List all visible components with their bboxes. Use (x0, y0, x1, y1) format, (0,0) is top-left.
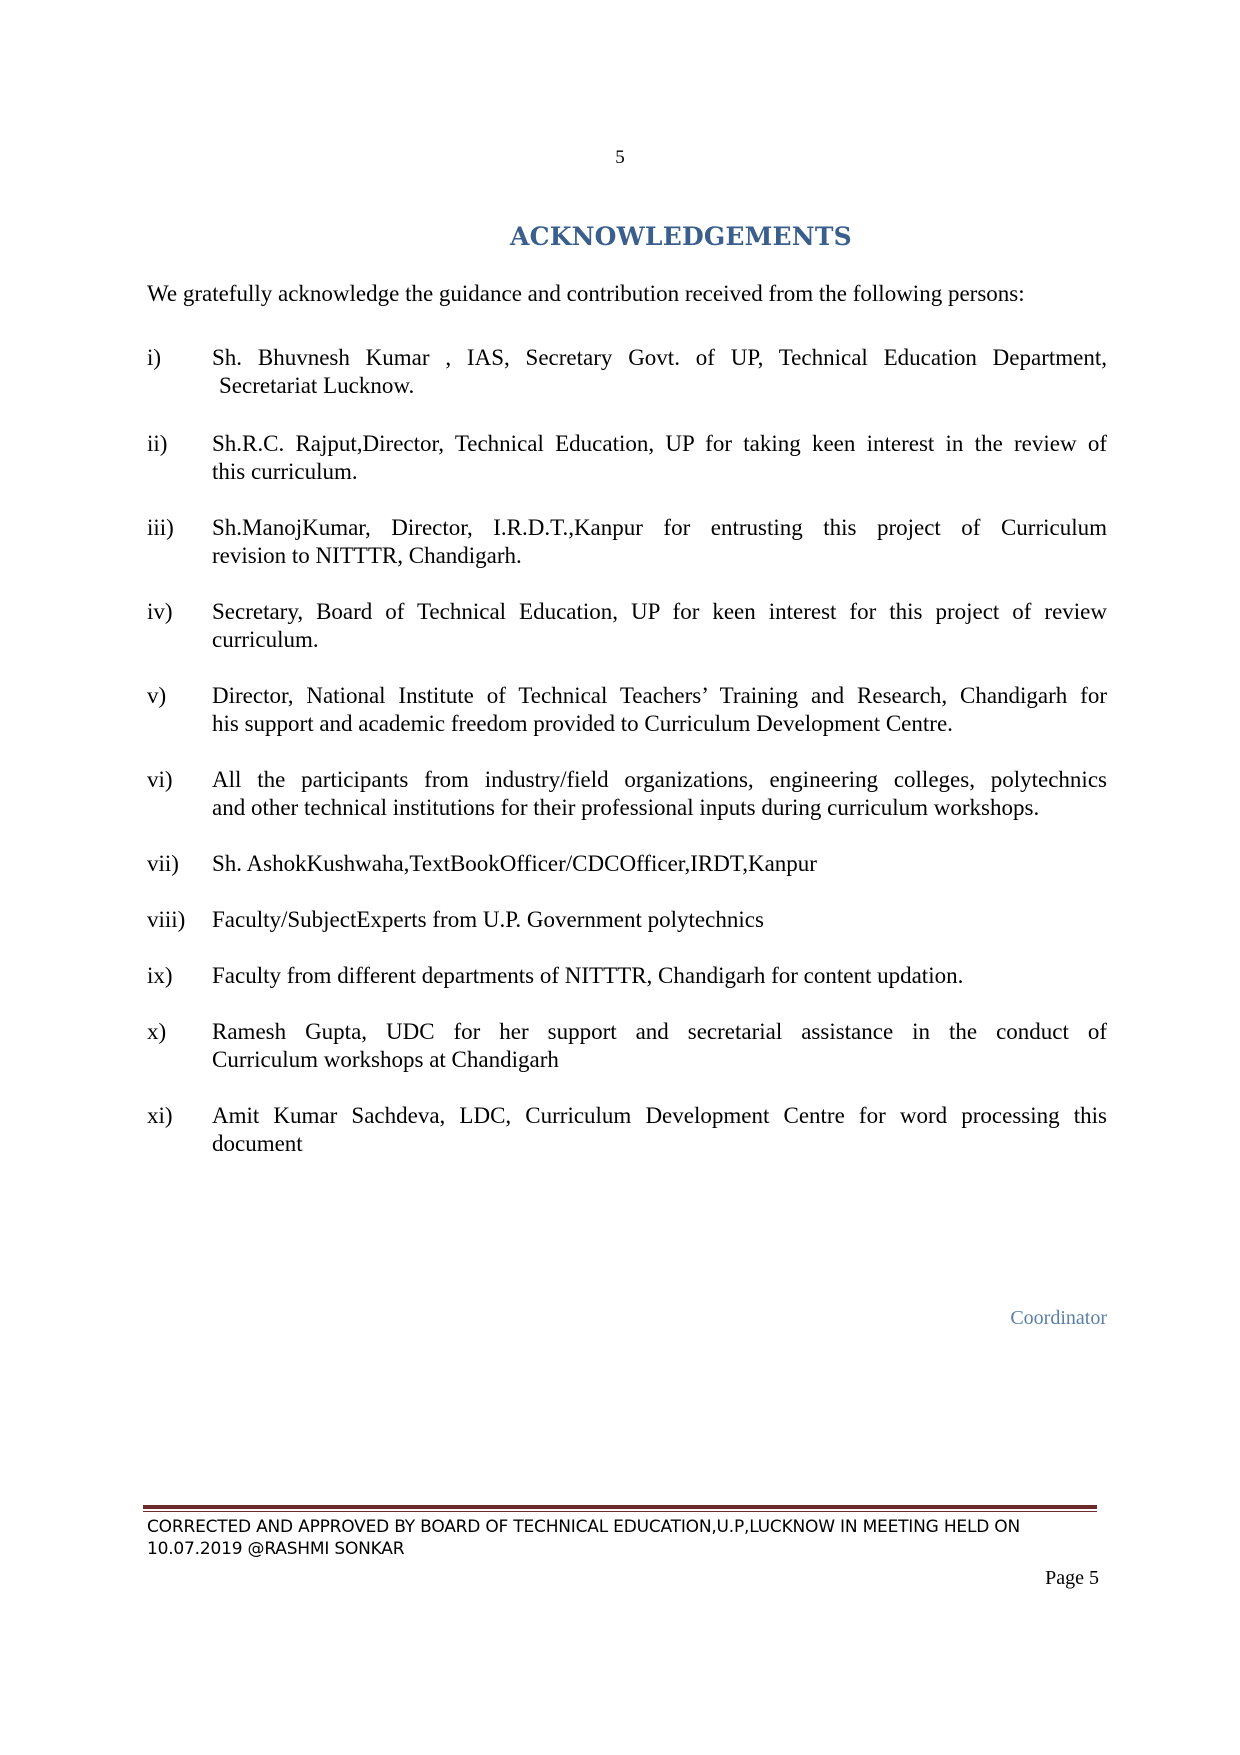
list-item-number: vi) (147, 767, 173, 792)
footer-divider-thin (143, 1511, 1097, 1512)
list-item-line: Sh.ManojKumar, Director, I.R.D.T.,Kanpur for entrusting this project of Curriculum (212, 515, 1107, 540)
list-item-line: Sh.R.C. Rajput,Director, Technical Education, UP for taking keen interest in the review of (212, 431, 1107, 456)
list-item-number: ix) (147, 963, 173, 988)
list-item-line: Ramesh Gupta, UDC for her support and secretarial assistance in the conduct of (212, 1019, 1107, 1044)
list-item-text (212, 906, 1107, 934)
list-item-line: and other technical institutions for their professional inputs during curriculum workshops. (212, 795, 1040, 820)
list-item-line: Director, National Institute of Technical Teachers’ Training and Research, Chandigarh for (212, 683, 1107, 708)
list-item-line: Secretary, Board of Technical Education, UP for keen interest for this project of review (212, 599, 1107, 624)
intro-paragraph: We gratefully acknowledge the guidance and contribution received from the following persons: (147, 281, 1025, 306)
footer-divider (143, 1505, 1097, 1509)
list-item-text (212, 514, 1107, 570)
list-item-number: iv) (147, 599, 173, 624)
list-item-line: Faculty/SubjectExperts from U.P. Government polytechnics (212, 907, 764, 932)
list-item-text (212, 682, 1107, 738)
coordinator-signature: Coordinator (1010, 1307, 1107, 1329)
list-item-line: Curriculum workshops at Chandigarh (212, 1047, 559, 1072)
list-item-line: Sh. Bhuvnesh Kumar , IAS, Secretary Govt. of UP, Technical Education Department, (212, 345, 1107, 370)
list-item-number: v) (147, 683, 167, 708)
list-item-line: Faculty from different departments of NITTTR, Chandigarh for content updation. (212, 963, 964, 988)
list-item-number: x) (147, 1019, 167, 1044)
list-item-number: i) (147, 345, 162, 370)
list-item-text (212, 1102, 1107, 1158)
page-title: ACKNOWLEDGEMENTS (510, 222, 852, 251)
list-item-number: iii) (147, 515, 174, 540)
list-item-number: ii) (147, 431, 168, 456)
list-item-text (212, 430, 1107, 486)
list-item-line: his support and academic freedom provided to Curriculum Development Centre. (212, 711, 953, 736)
footer-page-number: Page 5 (1045, 1567, 1099, 1589)
list-item-line: Amit Kumar Sachdeva, LDC, Curriculum Development Centre for word processing this (212, 1103, 1107, 1128)
footer-line-2: 10.07.2019 @RASHMI SONKAR (147, 1539, 405, 1559)
footer-line-1: CORRECTED AND APPROVED BY BOARD OF TECHNICAL EDUCATION,U.P,LUCKNOW IN MEETING HELD ON (147, 1517, 1021, 1537)
list-item-text (212, 850, 1107, 878)
list-item-line: Sh. AshokKushwaha,TextBookOfficer/CDCOfficer,IRDT,Kanpur (212, 851, 817, 876)
list-item-line: document (212, 1131, 303, 1156)
list-item-text (212, 962, 1107, 990)
list-item-line: curriculum. (212, 627, 319, 652)
list-item-number: vii) (147, 851, 179, 876)
list-item-text (212, 1018, 1107, 1074)
list-item-text (212, 344, 1107, 400)
list-item-line: this curriculum. (212, 459, 358, 484)
footer-note (147, 1516, 1107, 1560)
list-item-line: revision to NITTTR, Chandigarh. (212, 543, 522, 568)
list-item-number: xi) (147, 1103, 173, 1128)
list-item-text (212, 766, 1107, 822)
page-number-top: 5 (615, 147, 625, 168)
list-item-text (212, 598, 1107, 654)
list-item-number: viii) (147, 907, 186, 932)
list-item-line: Secretariat Lucknow. (219, 373, 415, 398)
list-item-line: All the participants from industry/field organizations, engineering colleges, polytechnics (212, 767, 1107, 792)
